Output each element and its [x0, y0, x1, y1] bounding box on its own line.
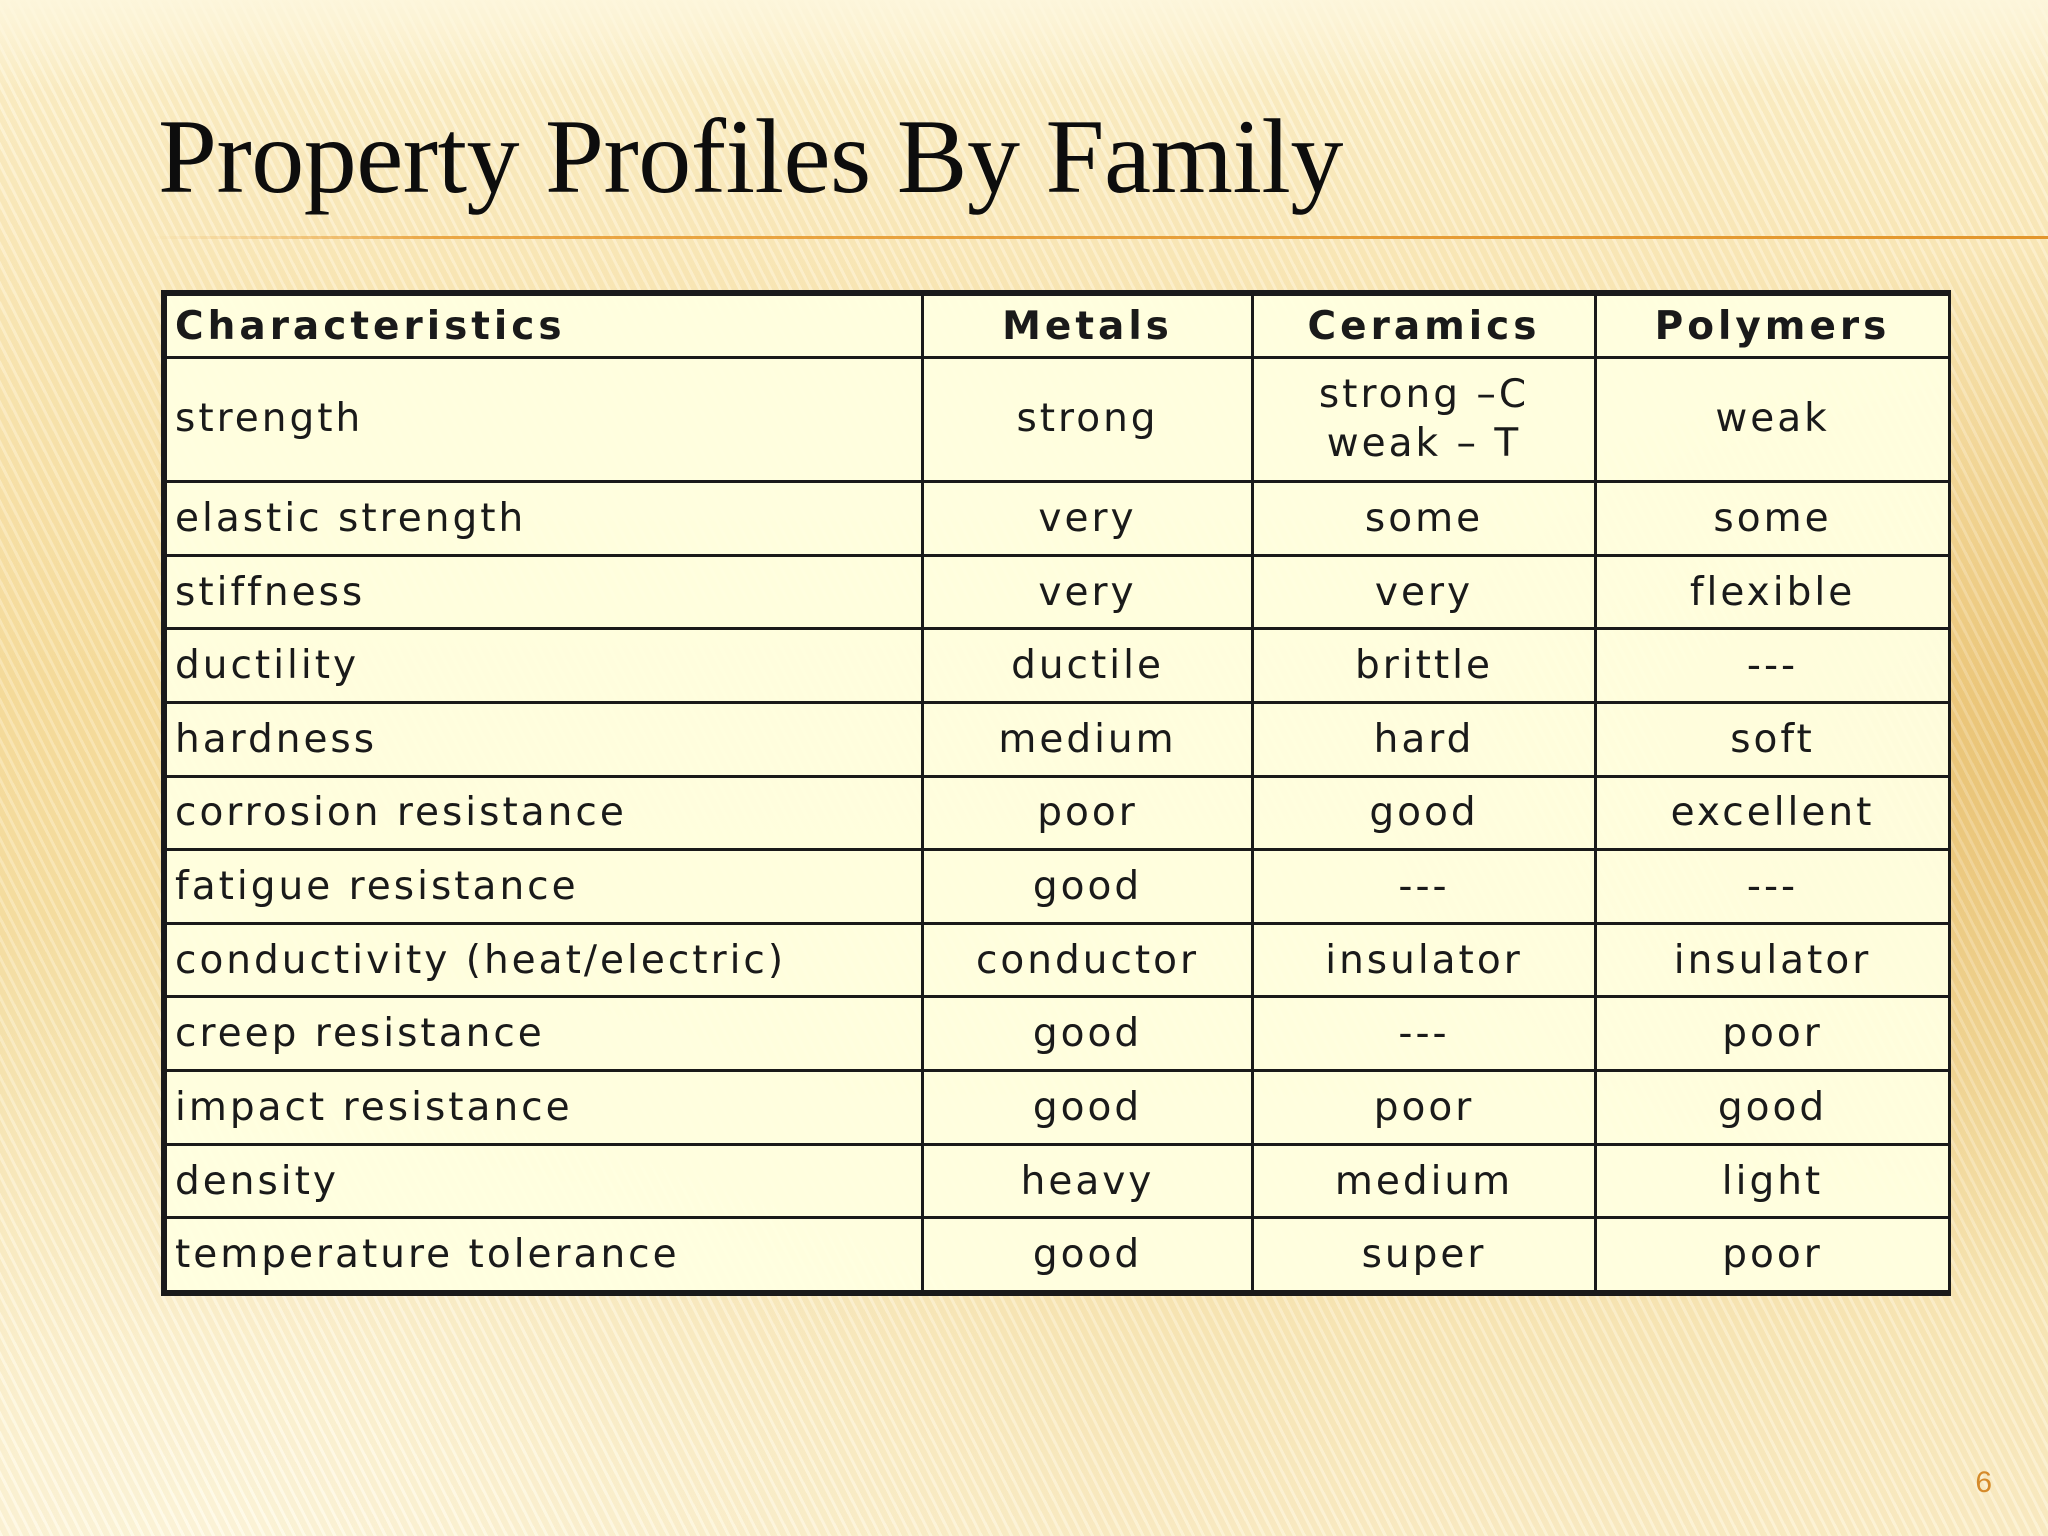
- cell-ceramics: medium: [1253, 1144, 1596, 1218]
- cell-metals: ductile: [923, 629, 1253, 703]
- property-table-container: [161, 290, 1951, 1296]
- cell-ceramics: poor: [1253, 1071, 1596, 1145]
- header-metals: Metals: [923, 295, 1253, 358]
- cell-characteristic: elastic strength: [166, 482, 923, 556]
- slide-title: Property Profiles By Family: [158, 98, 1343, 215]
- cell-polymers: some: [1596, 482, 1950, 556]
- cell-characteristic: hardness: [166, 702, 923, 776]
- table-row: [166, 997, 1950, 1071]
- cell-ceramics: some: [1253, 482, 1596, 556]
- property-table: [164, 293, 1951, 1293]
- cell-metals: strong: [923, 358, 1253, 482]
- header-characteristics: Characteristics: [166, 295, 923, 358]
- cell-ceramics: hard: [1253, 702, 1596, 776]
- cell-characteristic: impact resistance: [166, 1071, 923, 1145]
- table-row: [166, 923, 1950, 997]
- cell-characteristic: density: [166, 1144, 923, 1218]
- cell-metals: medium: [923, 702, 1253, 776]
- cell-polymers: insulator: [1596, 923, 1950, 997]
- cell-ceramics: ---: [1253, 850, 1596, 924]
- table-row: [166, 1071, 1950, 1145]
- cell-ceramics: super: [1253, 1218, 1596, 1292]
- cell-characteristic: ductility: [166, 629, 923, 703]
- cell-ceramics: insulator: [1253, 923, 1596, 997]
- cell-polymers: poor: [1596, 997, 1950, 1071]
- cell-ceramics: very: [1253, 555, 1596, 629]
- title-underline-rule: [150, 236, 2048, 239]
- cell-polymers: weak: [1596, 358, 1950, 482]
- header-ceramics: Ceramics: [1253, 295, 1596, 358]
- table-row: [166, 850, 1950, 924]
- cell-characteristic: creep resistance: [166, 997, 923, 1071]
- cell-polymers: soft: [1596, 702, 1950, 776]
- cell-characteristic: stiffness: [166, 555, 923, 629]
- table-row: [166, 482, 1950, 556]
- table-header-row: [166, 295, 1950, 358]
- table-row: [166, 555, 1950, 629]
- cell-metals: heavy: [923, 1144, 1253, 1218]
- cell-characteristic: conductivity (heat/electric): [166, 923, 923, 997]
- cell-polymers: light: [1596, 1144, 1950, 1218]
- cell-polymers: excellent: [1596, 776, 1950, 850]
- table-row: [166, 358, 1950, 482]
- cell-polymers: ---: [1596, 850, 1950, 924]
- cell-ceramics: good: [1253, 776, 1596, 850]
- cell-ceramics: brittle: [1253, 629, 1596, 703]
- cell-metals: poor: [923, 776, 1253, 850]
- cell-metals: very: [923, 482, 1253, 556]
- cell-ceramics: ---: [1253, 997, 1596, 1071]
- cell-polymers: poor: [1596, 1218, 1950, 1292]
- cell-ceramics: strong –C weak – T: [1253, 358, 1596, 482]
- background-top-band: [0, 0, 2048, 90]
- cell-characteristic: corrosion resistance: [166, 776, 923, 850]
- header-polymers: Polymers: [1596, 295, 1950, 358]
- table-row: [166, 776, 1950, 850]
- cell-characteristic: strength: [166, 358, 923, 482]
- cell-metals: good: [923, 850, 1253, 924]
- cell-metals: very: [923, 555, 1253, 629]
- cell-metals: good: [923, 997, 1253, 1071]
- cell-metals: good: [923, 1218, 1253, 1292]
- cell-metals: good: [923, 1071, 1253, 1145]
- table-row: [166, 702, 1950, 776]
- slide-page-number: 6: [1975, 1466, 1992, 1499]
- table-row: [166, 629, 1950, 703]
- cell-polymers: flexible: [1596, 555, 1950, 629]
- table-row: [166, 1144, 1950, 1218]
- cell-polymers: ---: [1596, 629, 1950, 703]
- cell-metals: conductor: [923, 923, 1253, 997]
- table-row: [166, 1218, 1950, 1292]
- cell-polymers: good: [1596, 1071, 1950, 1145]
- cell-characteristic: fatigue resistance: [166, 850, 923, 924]
- cell-characteristic: temperature tolerance: [166, 1218, 923, 1292]
